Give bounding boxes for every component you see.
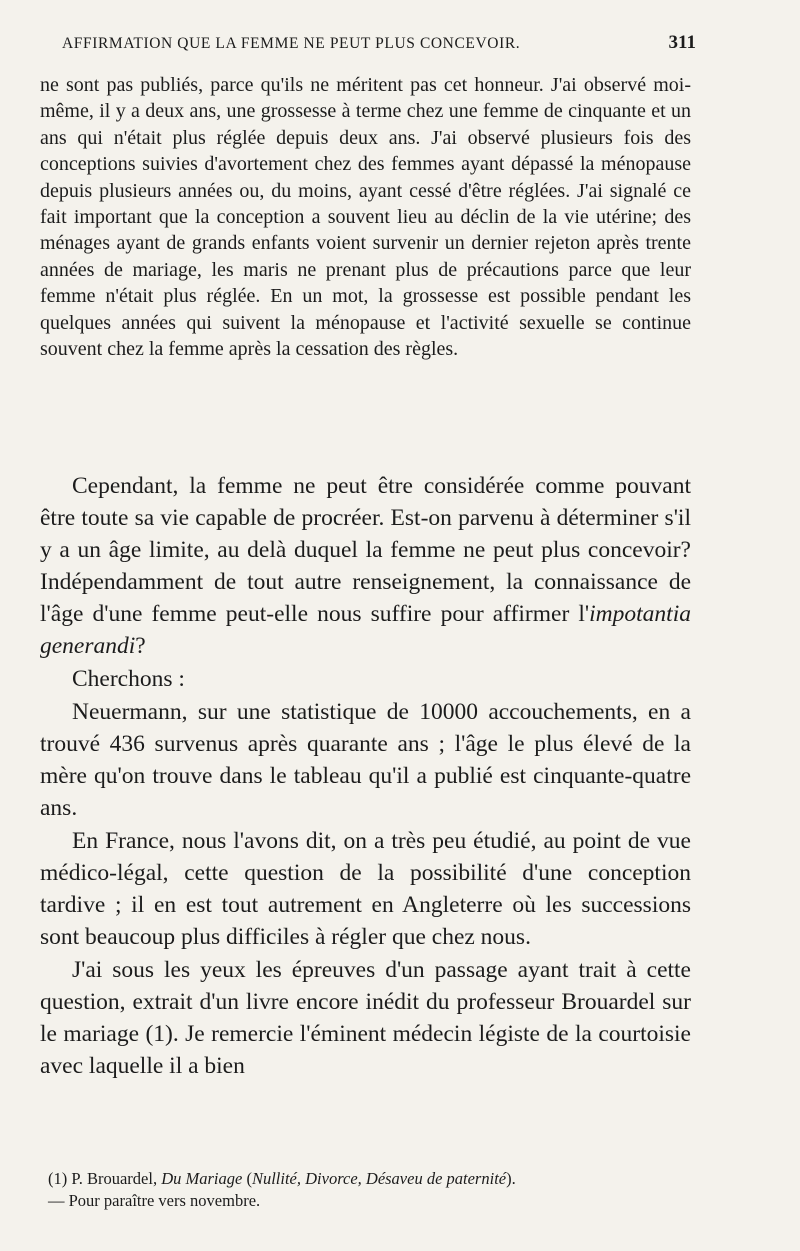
page-number: 311 — [668, 32, 696, 53]
paragraph-brouardel: J'ai sous les yeux les épreuves d'un passage ayant trait à cette question, extrait d'un livre encore inédit du professeur Brouardel sur le mariage (1). Je remercie l'éminent médecin légiste de la courtoisie avec laquelle il a bien — [40, 957, 691, 1079]
paragraph-cherchons: Cherchons : — [72, 666, 185, 692]
paragraph-text: Cependant, la femme ne peut être considérée comme pouvant être toute sa vie capable de procréer. Est-on parvenu à déterminer s'il y a un âge limite, au delà duquel la femme ne peut plus concevoir? Indépendamment de tout autre renseignement, la connaissance de l'âge d'une femme peut-elle nous suffire pour affirmer l' — [40, 473, 691, 627]
footnote-line-1 — [48, 1168, 698, 1190]
footnote-lead: (1) P. Brouardel, — [48, 1169, 162, 1188]
footnote-sep-1: ( — [242, 1169, 252, 1188]
footnote-title-2: Nullité, Divorce, Désaveu de paternité — [251, 1169, 507, 1188]
page-header — [62, 32, 696, 54]
paragraph-continuation: ne sont pas publiés, parce qu'ils ne méritent pas cet honneur. J'ai observé moi-même, il y a deux ans, une grossesse à terme chez une femme de cinquante et un ans qui n'était plus réglée depuis deux ans. J'ai observé plusieurs fois des conceptions suivies d'avortement chez des femmes ayant dépassé la ménopause depuis plusieurs années ou, du moins, ayant cessé d'être réglées. J'ai signalé ce fait important que la conception a souvent lieu au déclin de la vie utérine; des ménages ayant de grands enfants voient survenir un dernier rejeton après trente années de mariage, les maris ne prenant plus de précautions parce que leur femme n'était plus réglée. En un mot, la grossesse est possible pendant les quelques années qui suivent la ménopause et l'activité sexuelle se continue souvent chez la femme après la cessation des règles. — [40, 74, 691, 361]
footnote-title-1: Du Mariage — [161, 1169, 243, 1188]
footnote-line-2: — Pour paraître vers novembre. — [48, 1191, 261, 1210]
paragraph-neuermann: Neuermann, sur une statistique de 10000 accouchements, en a trouvé 436 survenus après quarante ans ; l'âge le plus élevé de la mère qu'on trouve dans le tableau qu'il a publié est cinquante-quatre ans. — [40, 699, 691, 821]
main-text — [40, 470, 691, 1082]
quoted-passage — [40, 72, 691, 362]
running-title: AFFIRMATION QUE LA FEMME NE PEUT PLUS CONCEVOIR. — [62, 35, 521, 52]
footnote — [48, 1168, 698, 1212]
paragraph-cependant — [40, 470, 691, 662]
paragraph-end: ? — [135, 633, 146, 659]
latin-term: impotantia generandi — [40, 601, 691, 659]
footnote-sep-2: ). — [506, 1169, 516, 1188]
paragraph-en-france: En France, nous l'avons dit, on a très peu étudié, au point de vue médico-légal, cette question de la possibilité d'une conception tardive ; il en est tout autrement en Angleterre où les successions sont beaucoup plus difficiles à régler que chez nous. — [40, 828, 691, 950]
